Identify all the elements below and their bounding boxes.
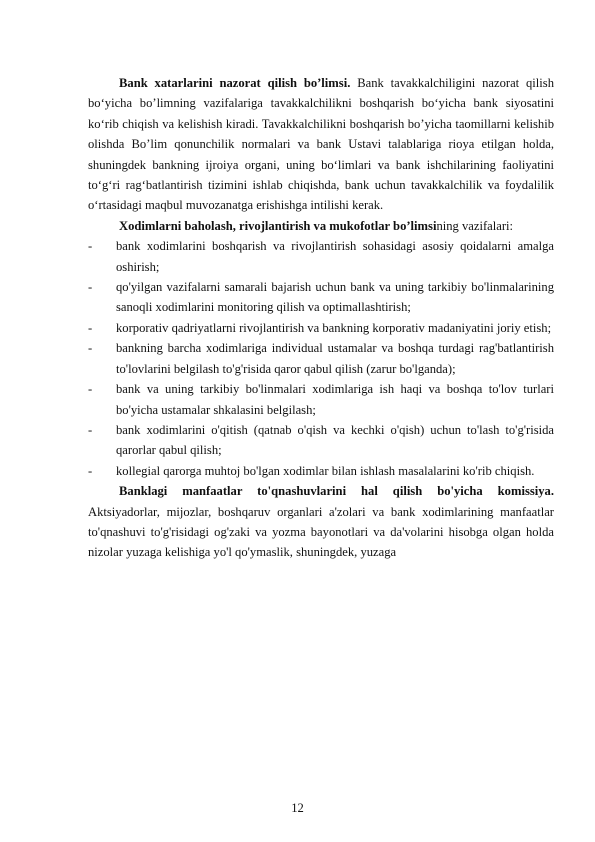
list-item-text: bank va uning tarkibiy bo'linmalari xodimlariga ish haqi va boshqa to'lov turlari bo'yicha ustamalar shkalasini belgilash; bbox=[116, 382, 554, 417]
list-dash: - bbox=[88, 463, 93, 478]
paragraph-heading: Bank xatarlarini nazorat qilish bo’limsi. bbox=[119, 76, 351, 90]
list-item bbox=[88, 236, 554, 277]
list-dash: - bbox=[88, 280, 93, 295]
list-dash: - bbox=[88, 320, 93, 335]
list-dash: - bbox=[88, 341, 93, 356]
list-item bbox=[88, 338, 554, 379]
list-item-text: bank xodimlarini o'qitish (qatnab o'qish va kechki o'qish) uchun to'lash to'g'risida qarorlar qabul qilish; bbox=[116, 422, 554, 458]
paragraph-conflict-commission bbox=[88, 481, 554, 563]
list-item bbox=[88, 318, 554, 338]
list-item-text: korporativ qadriyatlarni rivojlantirish va bankning korporativ madaniyatini joriy etish; bbox=[116, 320, 552, 335]
paragraph-heading: Xodimlarni baholash, rivojlantirish va mukofotlar bo’limsi bbox=[119, 218, 437, 233]
list-dash: - bbox=[88, 422, 93, 437]
list-dash: - bbox=[88, 239, 93, 254]
list-item-text: qo'yilgan vazifalarni samarali bajarish uchun bank va uning tarkibiy bo'linmalarining sanoqli xodimlarini monitoring qilish va optimallashtirish; bbox=[116, 280, 554, 315]
list-item bbox=[88, 420, 554, 461]
paragraph-text: Aktsiyadorlar, mijozlar, boshqaruv organlari a'zolari va bank xodimlarining manfaatlar to'qnashuvi to'g'risidagi og'zaki va yozma bayonotlari va da'volarini hisobga olgan holda nizolar yuzaga kelishiga yo'l qo'ymaslik, shuningdek, yuzaga bbox=[88, 504, 554, 560]
list-dash: - bbox=[88, 382, 93, 397]
list-item-text: kollegial qarorga muhtoj bo'lgan xodimlar bilan ishlash masalalarini ko'rib chiqish. bbox=[116, 463, 535, 478]
list-item-text: bankning barcha xodimlariga individual ustamalar va boshqa turdagi rag'batlantirish to'lovlarini belgilash to'g'risida qaror qabul qilish (zarur bo'lganda); bbox=[116, 341, 554, 376]
paragraph-heading: Banklagi manfaatlar to'qnashuvlarini hal qilish bo'yicha komissiya. bbox=[119, 484, 554, 499]
paragraph-risk-control bbox=[88, 73, 554, 216]
paragraph-staff-evaluation bbox=[88, 216, 554, 236]
list-item-text: bank xodimlarini boshqarish va rivojlantirish sohasidagi asosiy qoidalarni amalga oshirish; bbox=[116, 239, 554, 274]
paragraph-text: Bank tavakkalchiligini nazorat qilish bo‘yicha bo’limning vazifalariga tavakkalchilikni boshqarish bo‘yicha bank siyosatini ko‘rib chiqish va kelishish kiradi. Tavakkalchilikni boshqarish bo’yicha taomillarni kelishib olishda Bo’lim qonunchilik normalari va bank Ustavi talablariga rioya etilgan holda, shuningdek bankning ijroiya organi, uning bo‘limlari va bank ishchilarining faoliyatini to‘g‘ri rag‘batlantirish tizimini ishlab chiqishda, bank uchun tavakkalchilik va foydalilik o‘rtasidagi maqbul muvozanatga erishishga intilishi kerak. bbox=[88, 76, 554, 213]
page-number: 12 bbox=[291, 801, 304, 815]
list-item bbox=[88, 379, 554, 420]
list-item bbox=[88, 461, 554, 481]
page-content bbox=[88, 73, 554, 563]
paragraph-text: ning vazifalari: bbox=[436, 218, 514, 233]
duties-list bbox=[88, 236, 554, 481]
list-item bbox=[88, 277, 554, 318]
